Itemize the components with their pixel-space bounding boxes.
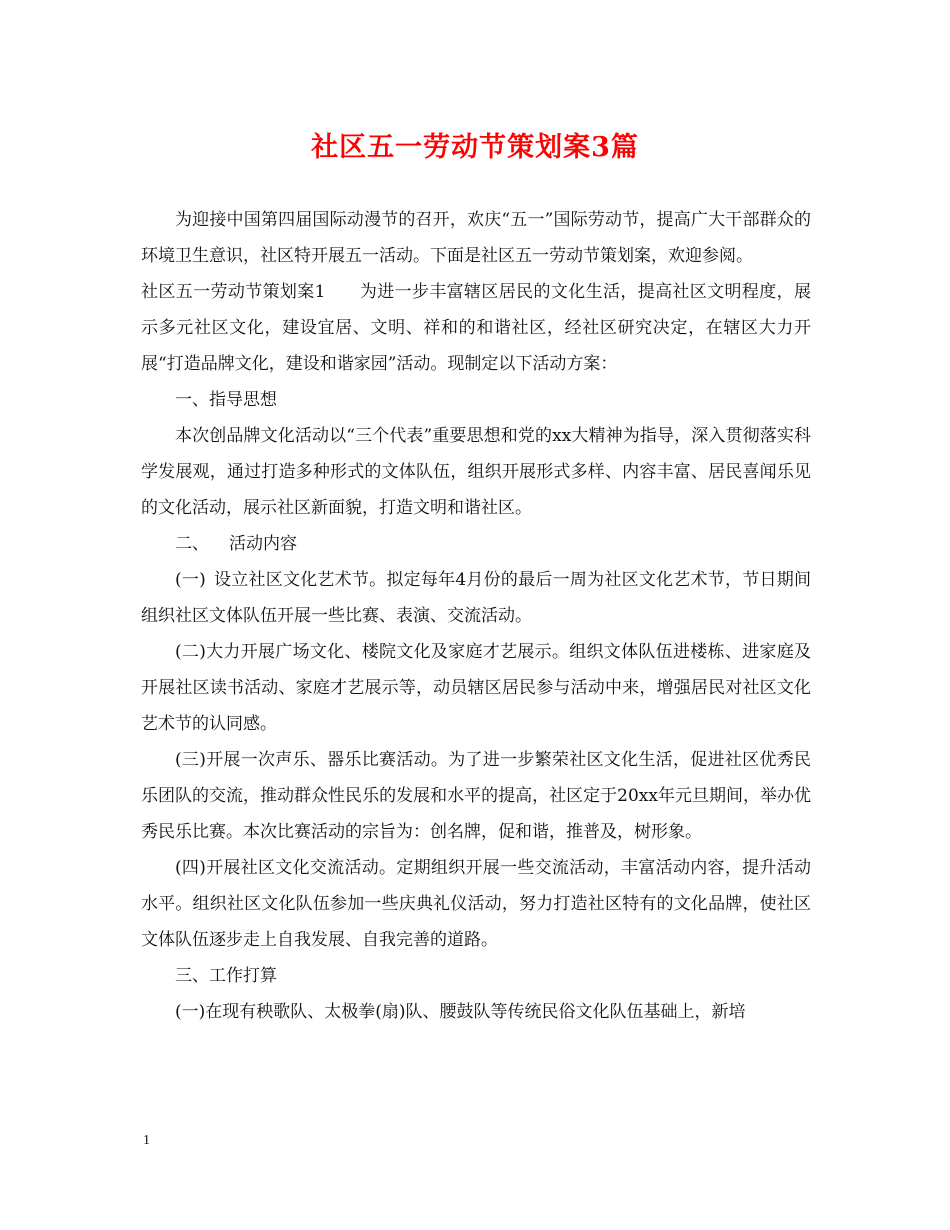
plan-1-intro: 为进一步丰富辖区居民的文化生活，提高社区文明程度，展示多元社区文化，建设宜居、文明、祥和的和谐社区，经社区研究决定，在辖区大力开展“打造品牌文化，建设和谐家园”活动。现制定以下活动方案： <box>141 282 811 374</box>
section-heading-guiding: 一、指导思想 <box>175 390 277 410</box>
work-plan-item-1: (一)在现有秧歌队、太极拳(扇)队、腰鼓队等传统民俗文化队伍基础上，新培 <box>175 1002 746 1022</box>
section-heading-work-plan: 三、工作打算 <box>175 966 277 986</box>
activity-item-3: (三)开展一次声乐、器乐比赛活动。为了进一步繁荣社区文化生活，促进社区优秀民乐团队的交流，推动群众性民乐的发展和水平的提高，社区定于20xx年元旦期间，举办优秀民乐比赛。本次比赛活动的宗旨为：创名牌，促和谐，推普及，树形象。 <box>141 750 811 842</box>
document-body <box>141 202 811 1030</box>
activity-item-2: (二)大力开展广场文化、楼院文化及家庭才艺展示。组织文体队伍进楼栋、进家庭及开展社区读书活动、家庭才艺展示等，动员辖区居民参与活动中来，增强居民对社区文化艺术节的认同感。 <box>141 642 811 734</box>
activity-item-1-text: 设立社区文化艺术节。拟定每年4月份的最后一周为社区文化艺术节，节日期间组织社区文体队伍开展一些比赛、表演、交流活动。 <box>141 570 811 626</box>
activity-item-4: (四)开展社区文化交流活动。定期组织开展一些交流活动，丰富活动内容，提升活动水平。组织社区文化队伍参加一些庆典礼仪活动，努力打造社区特有的文化品牌，使社区文体队伍逐步走上自我发展、自我完善的道路。 <box>141 858 811 950</box>
guiding-paragraph: 本次创品牌文化活动以“三个代表”重要思想和党的xx大精神为指导，深入贯彻落实科学发展观，通过打造多种形式的文体队伍，组织开展形式多样、内容丰富、居民喜闻乐见的文化活动，展示社区新面貌，打造文明和谐社区。 <box>141 426 811 518</box>
plan-1-label: 社区五一劳动节策划案1 <box>141 282 326 302</box>
activity-item-1 <box>141 562 811 634</box>
document-title: 社区五一劳动节策划案3篇 <box>311 132 639 163</box>
intro-paragraph: 为迎接中国第四届国际动漫节的召开，欢庆“五一”国际劳动节，提高广大干部群众的环境卫生意识，社区特开展五一活动。下面是社区五一劳动节策划案，欢迎参阅。 <box>141 210 811 266</box>
plan-1-paragraph <box>141 274 811 382</box>
section-heading-text: 活动内容 <box>229 534 297 554</box>
page-number: 1 <box>143 1133 150 1148</box>
section-heading-number: 二、 <box>175 534 209 554</box>
activity-item-1-number: (一) <box>175 570 206 590</box>
section-heading-activities <box>141 526 811 562</box>
